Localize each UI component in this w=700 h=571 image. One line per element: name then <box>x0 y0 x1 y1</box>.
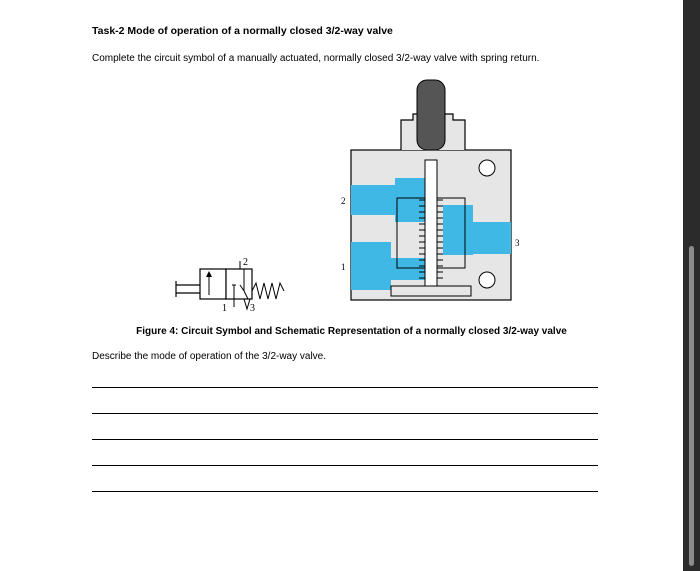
task-title: Task-2 Mode of operation of a normally closed 3/2-way valve <box>92 25 393 37</box>
symbol-port-2-label: 2 <box>243 257 248 268</box>
vertical-scrollbar[interactable] <box>683 0 700 571</box>
schematic-port-2-label: 2 <box>341 196 346 206</box>
figure-caption: Figure 4: Circuit Symbol and Schematic Representation of a normally closed 3/2-way valve <box>136 326 567 337</box>
symbol-port-1-label: 1 <box>222 303 227 314</box>
symbol-port-3-label: 3 <box>250 303 255 314</box>
answer-line[interactable] <box>92 413 598 414</box>
answer-line[interactable] <box>92 439 598 440</box>
answer-line[interactable] <box>92 465 598 466</box>
task-instruction: Complete the circuit symbol of a manually actuated, normally closed 3/2-way valve with spring return. <box>92 53 540 64</box>
schematic-port-1-label: 1 <box>341 262 346 272</box>
answer-line[interactable] <box>92 387 598 388</box>
scrollbar-thumb[interactable] <box>689 246 694 566</box>
question-text: Describe the mode of operation of the 3/2-way valve. <box>92 351 327 362</box>
circuit-symbol <box>170 255 300 315</box>
schematic-port-3-label: 3 <box>515 238 520 248</box>
valve-schematic <box>335 80 525 310</box>
answer-line[interactable] <box>92 491 598 492</box>
